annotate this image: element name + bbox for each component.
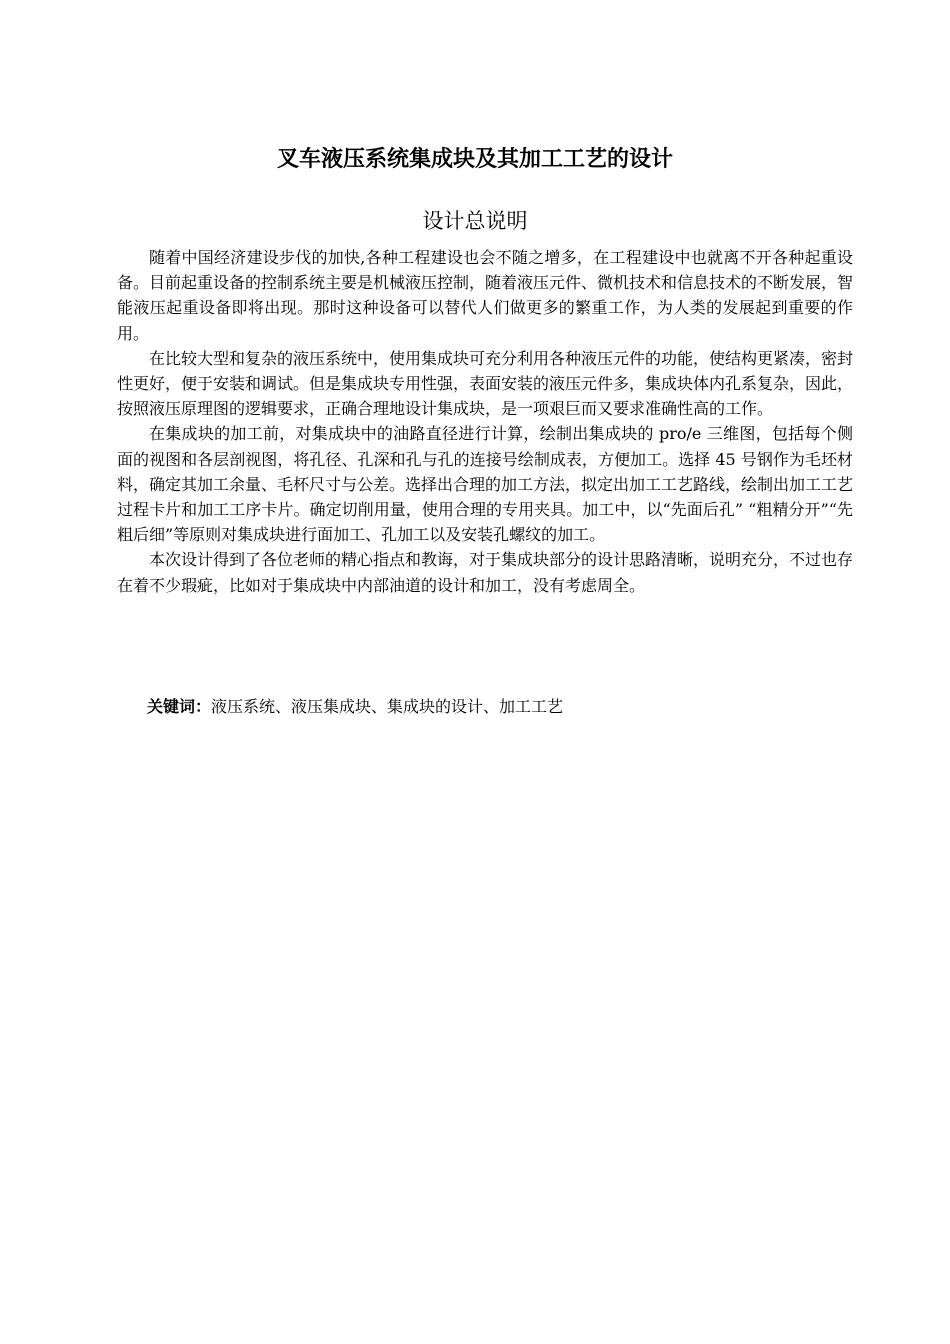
paragraph-1: 随着中国经济建设步伐的加快,各种工程建设也会不随之增多，在工程建设中也就离不开各种起重设备。目前起重设备的控制系统主要是机械液压控制，随着液压元件、微机技术和信息技术的不断发展，智能液压起重设备即将出现。那时这种设备可以替代人们做更多的繁重工作，为人类的发展起到重要的作用。 — [117, 248, 854, 343]
paragraph-3: 在集成块的加工前，对集成块中的油路直径进行计算，绘制出集成块的 pro/e 三维图，包括每个侧面的视图和各层剖视图，将孔径、孔深和孔与孔的连接号绘制成表，方便加工。选择 45 号钢作为毛坯材料，确定其加工余量、毛杯尺寸与公差。选择出合理的加工方法，拟定出加工工艺路线，绘制出加工工艺过程卡片和加工工序卡片。确定切削用量，使用合理的专用夹具。加工中，以“先面后孔” “粗精分开”“先粗后细”等原则对集成块进行面加工、孔加工以及安装孔螺纹的加工。 — [117, 424, 854, 545]
document-subtitle: 设计总说明 — [422, 209, 528, 233]
document-title: 叉车液压系统集成块及其加工工艺的设计 — [276, 147, 673, 172]
keywords-label: 关键词： — [147, 697, 212, 716]
keywords-text: 液压系统、液压集成块、集成块的设计、加工工艺 — [211, 697, 564, 716]
keywords-line — [147, 694, 847, 720]
paragraph-4: 本次设计得到了各位老师的精心指点和教诲，对于集成块部分的设计思路清晰，说明充分，不过也存在着不少瑕疵，比如对于集成块中内部油道的设计和加工，没有考虑周全。 — [117, 550, 854, 595]
paragraph-2: 在比较大型和复杂的液压系统中，使用集成块可充分利用各种液压元件的功能，使结构更紧凑，密封性更好，便于安装和调试。但是集成块专用性强，表面安装的液压元件多，集成块体内孔系复杂，因此，按照液压原理图的逻辑要求，正确合理地设计集成块，是一项艰巨而又要求准确性高的工作。 — [117, 348, 854, 419]
document-body — [117, 245, 853, 598]
